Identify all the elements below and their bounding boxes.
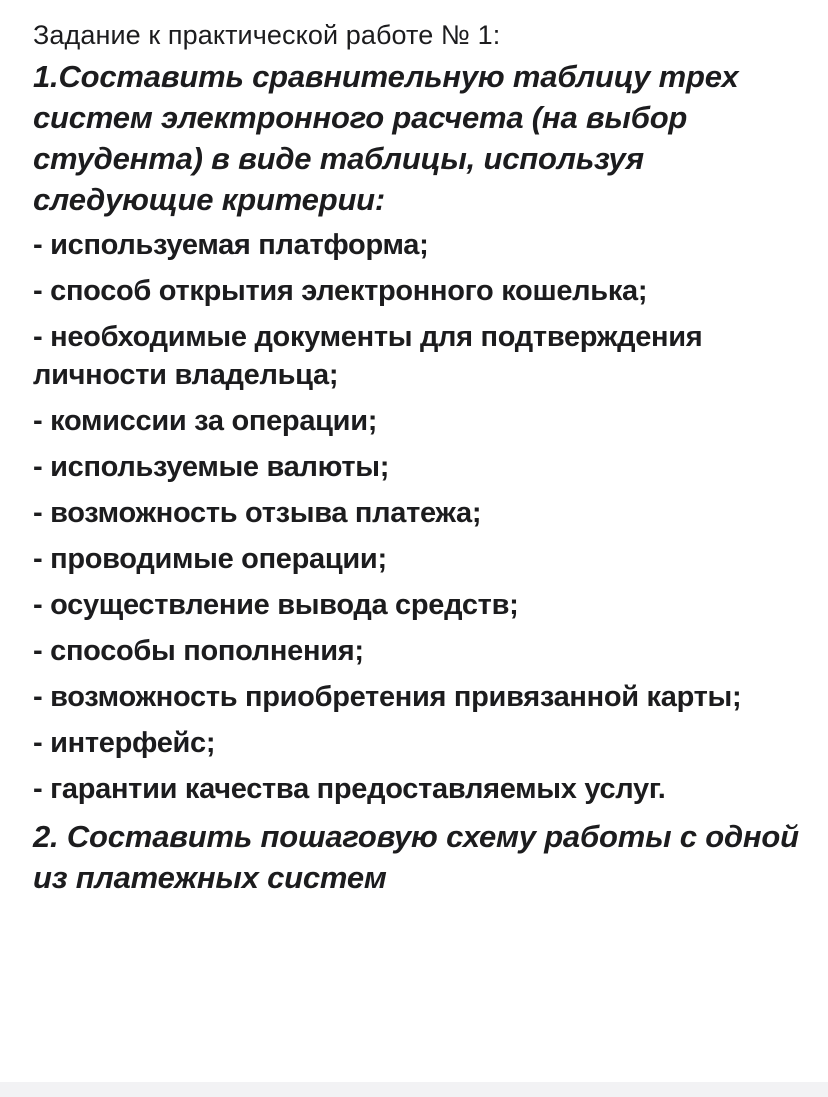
task-1-text: 1.Составить сравнительную таблицу трех систем электронного расчета (на выбор студента) в виде таблицы, используя следующие критерии: [33,59,739,217]
criteria-item: - используемая платформа; [33,229,429,261]
criteria-item: - возможность отзыва платежа; [33,497,482,529]
criteria-item: - используемые валюты; [33,451,390,483]
criteria-item: - интерфейс; [33,727,216,759]
criteria-list [33,226,813,808]
criteria-item: - способы пополнения; [33,635,364,667]
criteria-item: - необходимые документы для подтверждения личности владельца; [33,321,703,391]
criteria-item: - проводимые операции; [33,543,387,575]
bottom-strip [0,1082,828,1097]
criteria-item: - способ открытия электронного кошелька; [33,275,648,307]
task-2-text: 2. Составить пошаговую схему работы с одной из платежных систем [33,819,799,895]
criteria-item: - осуществление вывода средств; [33,589,519,621]
document-content [33,18,813,904]
criteria-item: - комиссии за операции; [33,405,378,437]
criteria-item: - гарантии качества предоставляемых услуг. [33,773,666,805]
assignment-heading: Задание к практической работе № 1: [33,20,501,50]
criteria-item: - возможность приобретения привязанной карты; [33,681,742,713]
